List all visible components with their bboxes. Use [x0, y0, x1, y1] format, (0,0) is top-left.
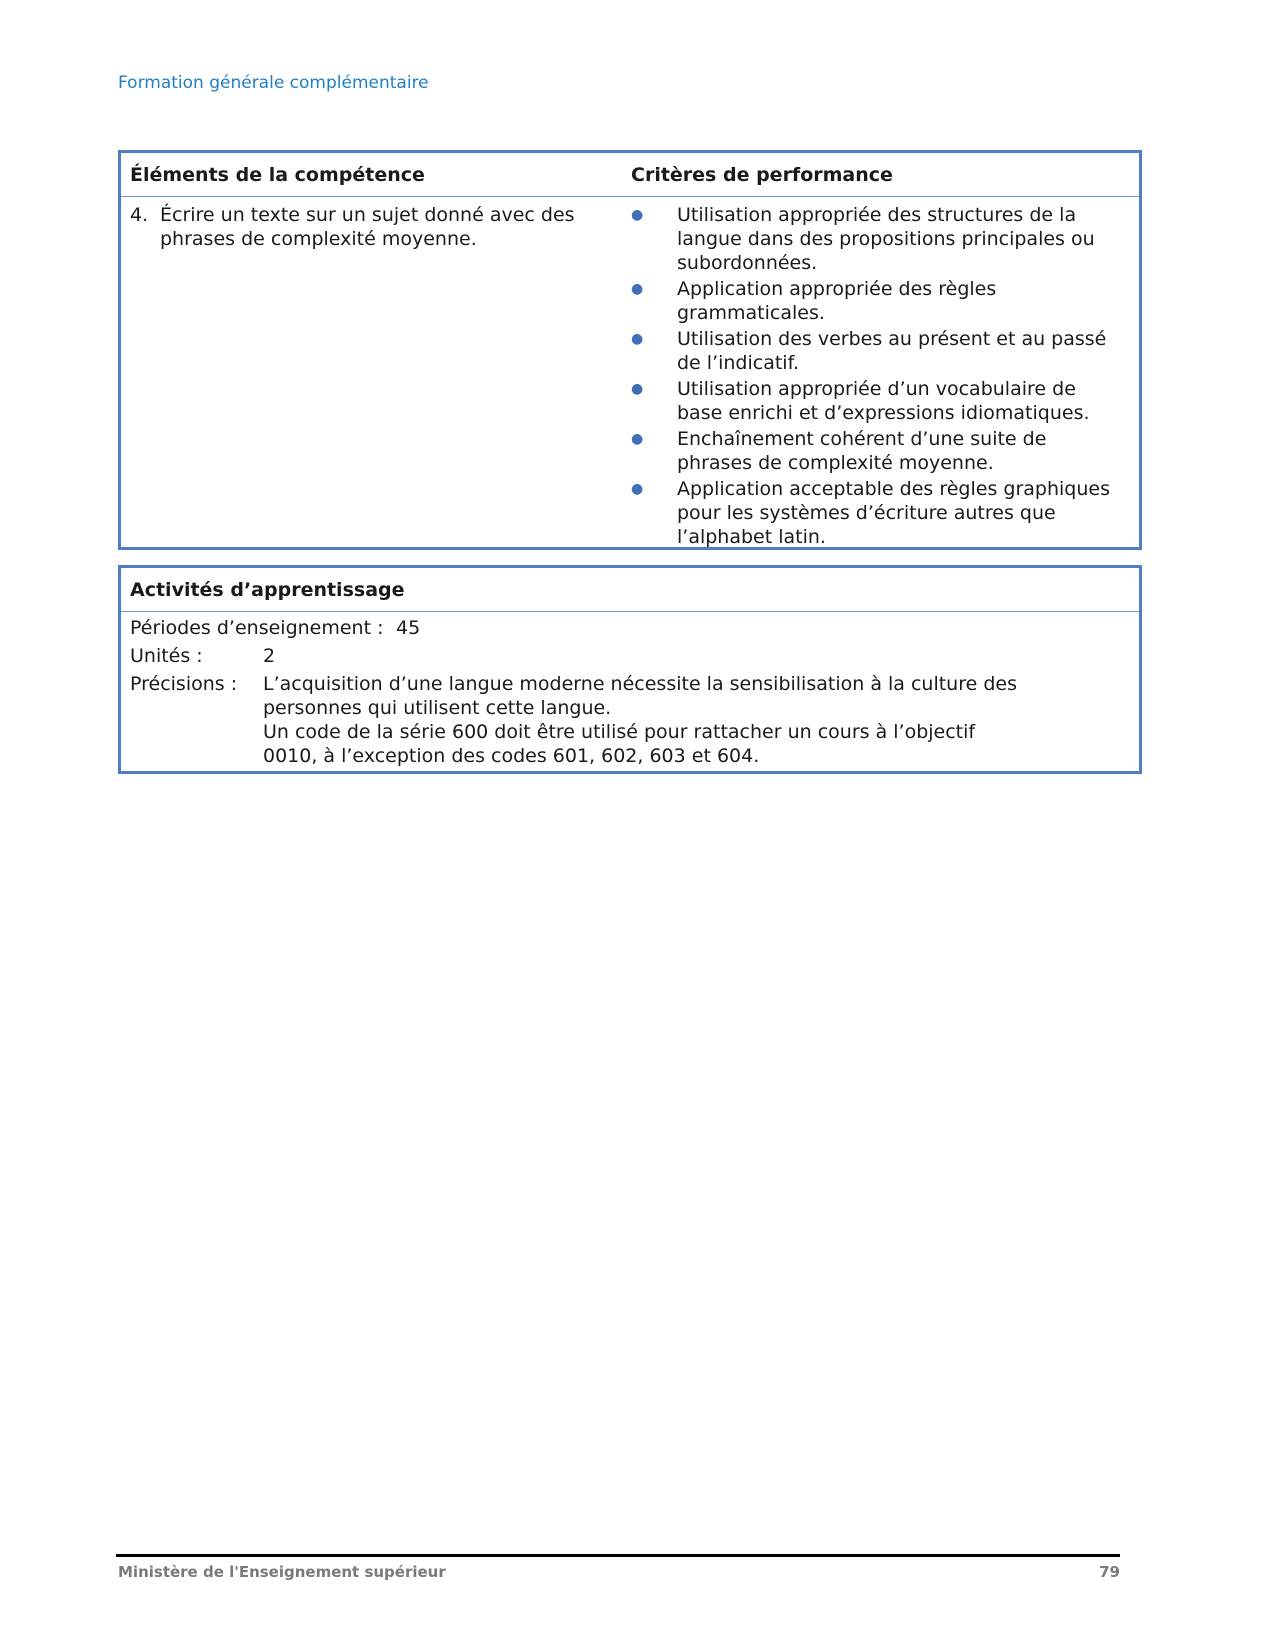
units-label: Unités :	[130, 645, 203, 667]
criteria-item	[631, 327, 1139, 375]
footer-divider	[116, 1554, 1120, 1557]
periods-row	[130, 616, 1130, 640]
criteria-text: Utilisation appropriée des structures de la langue dans des propositions principales ou subordonnées.	[677, 204, 1095, 274]
elements-cell	[121, 203, 631, 551]
criteria-text: Utilisation appropriée d’un vocabulaire de base enrichi et d’expressions idiomatiques.	[677, 378, 1090, 424]
criteria-column-header: Critères de performance	[631, 163, 893, 186]
activities-body	[121, 612, 1139, 768]
page-number: 79	[1099, 1563, 1120, 1581]
bullet-icon: ●	[631, 431, 644, 447]
precision-paragraph: L’acquisition d’une langue moderne nécessite la sensibilisation à la culture des personnes qui utilisent cette langue.	[263, 673, 1017, 719]
bullet-icon: ●	[631, 331, 644, 347]
criteria-text: Application acceptable des règles graphiques pour les systèmes d’écriture autres que l’alphabet latin.	[677, 478, 1110, 548]
criteria-cell	[631, 203, 1139, 551]
precisions-content	[263, 672, 1130, 768]
competence-table-header	[121, 153, 1139, 197]
running-header: Formation générale complémentaire	[118, 73, 429, 93]
bullet-icon: ●	[631, 481, 644, 497]
periods-label: Périodes d’enseignement :	[130, 617, 384, 639]
elements-column-header: Éléments de la compétence	[130, 163, 425, 186]
footer-ministry: Ministère de l'Enseignement supérieur	[118, 1563, 446, 1581]
precisions-label: Précisions :	[130, 673, 238, 695]
bullet-icon: ●	[631, 207, 644, 223]
units-value: 2	[263, 645, 276, 667]
criteria-item	[631, 203, 1139, 275]
activities-box	[118, 565, 1142, 774]
criteria-text: Utilisation des verbes au présent et au passé de l’indicatif.	[677, 328, 1107, 374]
criteria-text: Enchaînement cohérent d’une suite de phrases de complexité moyenne.	[677, 428, 1047, 474]
activities-header	[121, 568, 1139, 612]
element-item	[130, 203, 631, 251]
activities-title: Activités d’apprentissage	[130, 578, 405, 601]
element-text: Écrire un texte sur un sujet donné avec des phrases de complexité moyenne.	[160, 204, 575, 250]
criteria-item	[631, 427, 1139, 475]
bullet-icon: ●	[631, 281, 644, 297]
competence-table	[118, 150, 1142, 550]
competence-table-body	[121, 197, 1139, 551]
criteria-item	[631, 377, 1139, 425]
bullet-icon: ●	[631, 381, 644, 397]
units-row	[130, 644, 1130, 668]
criteria-list	[631, 203, 1139, 549]
precisions-row	[130, 672, 1130, 768]
precision-paragraph: Un code de la série 600 doit être utilisé pour rattacher un cours à l’objectif 0010, à l’exception des codes 601, 602, 603 et 604.	[263, 721, 976, 767]
criteria-item	[631, 477, 1139, 549]
criteria-text: Application appropriée des règles grammaticales.	[677, 278, 997, 324]
periods-value: 45	[396, 617, 421, 639]
criteria-item	[631, 277, 1139, 325]
element-number: 4.	[130, 204, 149, 226]
